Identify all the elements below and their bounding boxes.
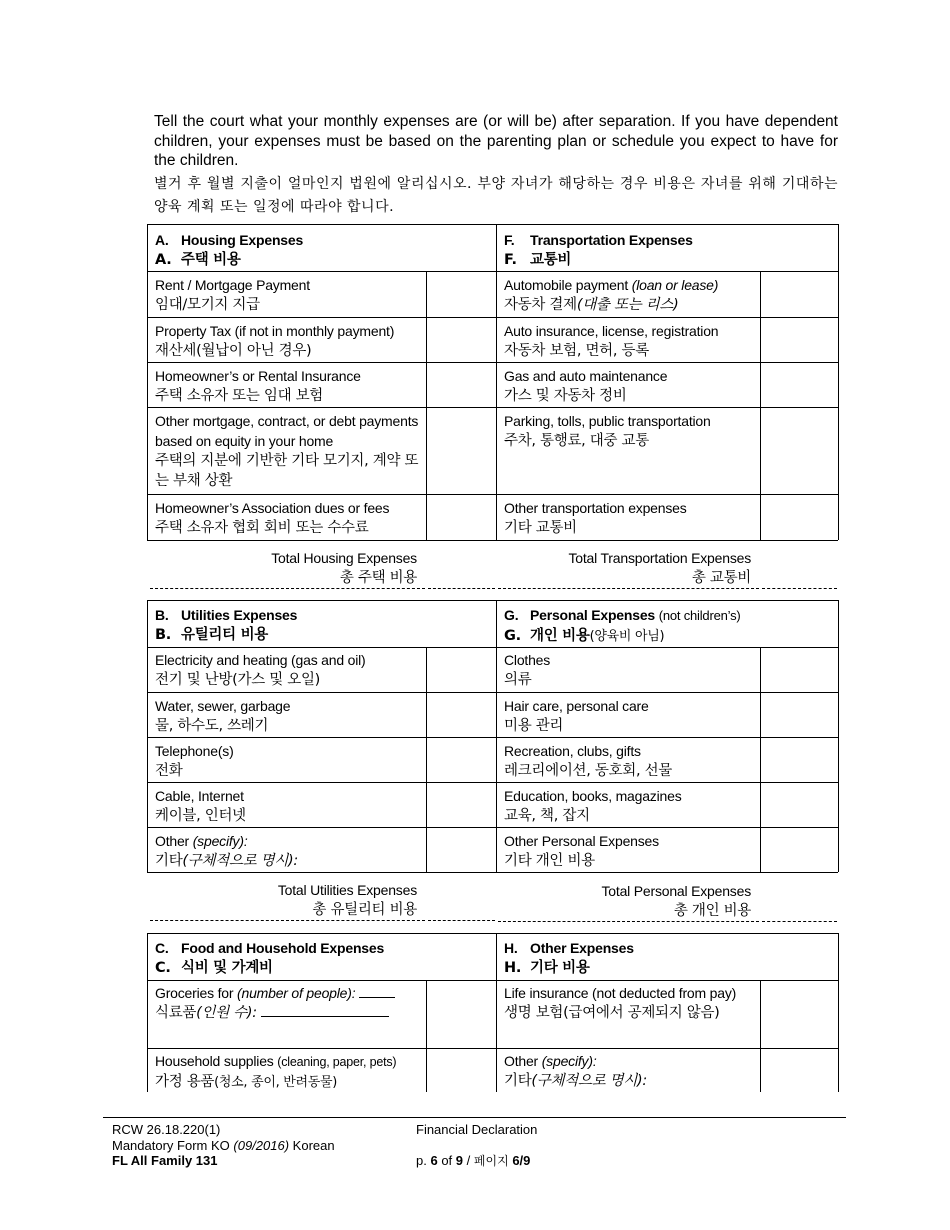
personal-education-label: Education, books, magazines 교육, 책, 잡지 [504,788,682,824]
transport-total-amount[interactable] [762,588,837,589]
instructions [154,112,838,219]
footer-page-number: p. 6 of 9 / 페이지 6/9 [416,1153,531,1168]
instructions-ko: 별거 후 월별 지출이 얼마인지 법원에 알리십시오. 부양 자녀가 해당하는 경우 비용은 자녀를 위해 기대하는 양육 계획 또는 일정에 따라야 합니다. [154,175,838,215]
utilities-other-amount[interactable] [428,828,495,871]
footer-rule [103,1117,846,1118]
transport-gas-amount[interactable] [762,363,837,406]
utilities-electricity-label: Electricity and heating (gas and oil) 전기 및 난방(가스 및 오일) [155,652,366,688]
personal-hair-care-label: Hair care, personal care 미용 관리 [504,698,649,734]
utilities-cable-label: Cable, Internet 케이블, 인터넷 [155,788,246,824]
food-household-supplies-label: Household supplies (cleaning, paper, pets) 가정 용품(청소, 종이, 반려동물) [155,1053,397,1090]
utilities-total-amount[interactable] [428,920,495,921]
utilities-telephone-amount[interactable] [428,738,495,781]
utilities-total: Total Utilities Expenses 총 유틸리티 비용 [150,880,425,921]
personal-total: Total Personal Expenses 총 개인 비용 [498,881,759,922]
housing-other-mortgage-amount[interactable] [428,408,495,493]
footer-title: Financial Declaration [416,1122,538,1137]
housing-property-tax-label: Property Tax (if not in monthly payment) 재산세(월납이 아닌 경우) [155,323,395,359]
personal-education-amount[interactable] [762,783,837,826]
personal-recreation-label: Recreation, clubs, gifts 레크리에이션, 동호회, 선물 [504,743,673,779]
transport-auto-payment-amount[interactable] [762,272,837,316]
transport-other-amount[interactable] [762,495,837,539]
table-top-line [147,224,838,225]
utilities-other-label: Other (specify): 기타(구체적으로 명시): [155,833,298,869]
housing-hoa-amount[interactable] [428,495,495,539]
utilities-telephone-label: Telephone(s) 전화 [155,743,234,779]
transport-auto-payment-label: Automobile payment (loan or lease) 자동차 결제(대출 또는 리스) [504,277,719,313]
transport-parking-label: Parking, tolls, public transportation 주차, 통행료, 대중 교통 [504,413,711,449]
other-life-insurance-amount[interactable] [762,981,837,1047]
section-b-header: B. Utilities Expenses B. 유틸리티 비용 [155,607,298,643]
personal-other-amount[interactable] [762,828,837,871]
personal-other-label: Other Personal Expenses 기타 개인 비용 [504,833,659,869]
utilities-water-amount[interactable] [428,693,495,736]
section-c-header: C. Food and Household Expenses C. 식비 및 가계비 [155,940,385,976]
instructions-en: Tell the court what your monthly expenses are (or will be) after separation. If you have dependent children, your expenses must be based on the parenting plan or schedule you expect to have for the children. [154,113,838,169]
housing-insurance-label: Homeowner’s or Rental Insurance 주택 소유자 또는 임대 보험 [155,368,361,404]
housing-rent-label: Rent / Mortgage Payment 임대/모기지 지급 [155,277,310,313]
section-h-header: H. Other Expenses H. 기타 비용 [504,940,634,976]
housing-other-mortgage-label: Other mortgage, contract, or debt payments based on equity in your home 주택의 지분에 기반한 기타 모기지, 계약 또는 부채 상환 [155,413,419,489]
footer-left [112,1122,335,1169]
section-g-header: G. Personal Expenses (not children’s) G. 개인 비용(양육비 아님) [504,607,741,644]
utilities-water-label: Water, sewer, garbage 물, 하수도, 쓰레기 [155,698,291,734]
housing-hoa-label: Homeowner’s Association dues or fees 주택 소유자 협회 회비 또는 수수료 [155,500,390,536]
transport-other-label: Other transportation expenses 기타 교통비 [504,500,687,536]
groceries-people-count-field[interactable] [359,997,395,998]
utilities-cable-amount[interactable] [428,783,495,826]
personal-clothes-label: Clothes 의류 [504,652,551,688]
transport-parking-amount[interactable] [762,408,837,493]
footer-form-id: Mandatory Form KO (09/2016) Korean [112,1137,335,1153]
transport-total: Total Transportation Expenses 총 교통비 [498,548,759,589]
other-life-insurance-label: Life insurance (not deducted from pay) 생명 보험(급여에서 공제되지 않음) [504,985,737,1021]
groceries-people-count-field-ko[interactable] [261,1016,389,1017]
other-specify-label: Other (specify): 기타(구체적으로 명시): [504,1053,647,1089]
section-f-header: F. Transportation Expenses F. 교통비 [504,232,693,268]
housing-rent-amount[interactable] [428,272,495,316]
housing-insurance-amount[interactable] [428,363,495,406]
transport-auto-insurance-amount[interactable] [762,318,837,361]
personal-hair-care-amount[interactable] [762,693,837,736]
food-groceries-label: Groceries for (number of people): 식료품(인원 수): [155,983,395,1023]
personal-total-amount[interactable] [762,921,837,922]
personal-recreation-amount[interactable] [762,738,837,781]
personal-clothes-amount[interactable] [762,648,837,691]
food-groceries-amount[interactable] [428,981,495,1047]
utilities-electricity-amount[interactable] [428,648,495,691]
footer-form-name: FL All Family 131 [112,1153,218,1168]
section-a-header: A. Housing Expenses A. 주택 비용 [155,232,304,268]
housing-total-amount[interactable] [428,588,495,589]
transport-gas-label: Gas and auto maintenance 가스 및 자동차 정비 [504,368,668,404]
housing-total: Total Housing Expenses 총 주택 비용 [150,548,425,589]
food-household-supplies-amount[interactable] [428,1049,495,1092]
transport-auto-insurance-label: Auto insurance, license, registration 자동차 보험, 면허, 등록 [504,323,719,359]
other-specify-amount[interactable] [762,1049,837,1092]
footer-rcw: RCW 26.18.220(1) [112,1122,221,1137]
housing-property-tax-amount[interactable] [428,318,495,361]
